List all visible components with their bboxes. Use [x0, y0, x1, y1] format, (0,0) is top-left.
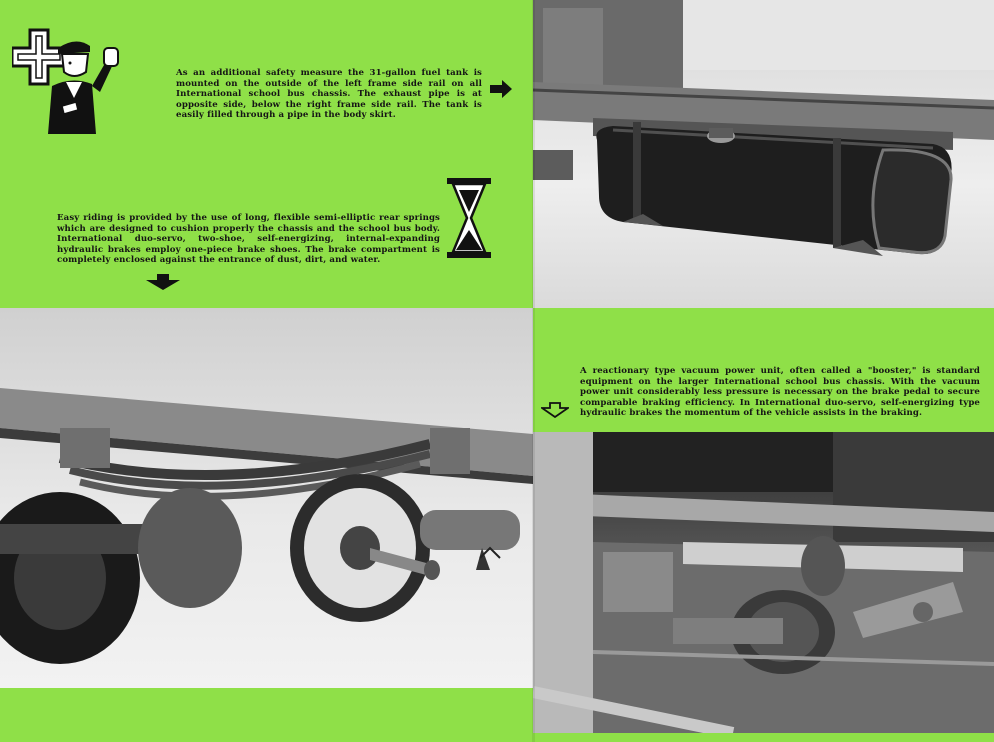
- springs-brakes-illustration: [0, 308, 533, 688]
- fuel-tank-text: As an additional safety measure the 31-gallon fuel tank is mounted on the outside of the left frame side rail on all International school bus chassis. The exhaust pipe is at opposite side, below the right frame side rail. The tank is easily filled through a pipe in the body skirt.: [176, 68, 482, 121]
- vacuum-booster-photo: [533, 432, 994, 733]
- arrow-down-outline-icon: [541, 402, 569, 418]
- arrow-right-icon: [490, 80, 512, 98]
- bottom-left-green-strip: [0, 688, 533, 742]
- page-fold: [532, 0, 535, 742]
- arrow-down-icon: [146, 274, 180, 290]
- booster-text: A reactionary type vacuum power unit, often called a "booster," is standard equipment on the larger International school bus chassis. With the vacuum power unit considerably less pressure is necessary on the brake pedal to secure comparable braking efficiency. In International duo-servo, self-energizing type hydraulic brakes the momentum of the vehicle assists in the braking.: [580, 366, 980, 419]
- fuel-tank-illustration: [533, 0, 994, 308]
- bottom-right-green-strip: [533, 733, 994, 742]
- hourglass-icon: [447, 178, 491, 258]
- springs-brakes-text: Easy riding is provided by the use of long, flexible semi-elliptic rear springs which are designed to cushion properly the chassis and the school bus body. International duo-servo, two-shoe, self-energizing, internal-expanding hydraulic brakes employ one-piece brake shoes. The brake compartment is completely enclosed against the entrance of dust, dirt, and water.: [57, 213, 440, 266]
- safety-officer-icon: [12, 26, 130, 134]
- fuel-tank-photo: [533, 0, 994, 308]
- vacuum-booster-illustration: [533, 432, 994, 733]
- springs-brakes-photo: [0, 308, 533, 688]
